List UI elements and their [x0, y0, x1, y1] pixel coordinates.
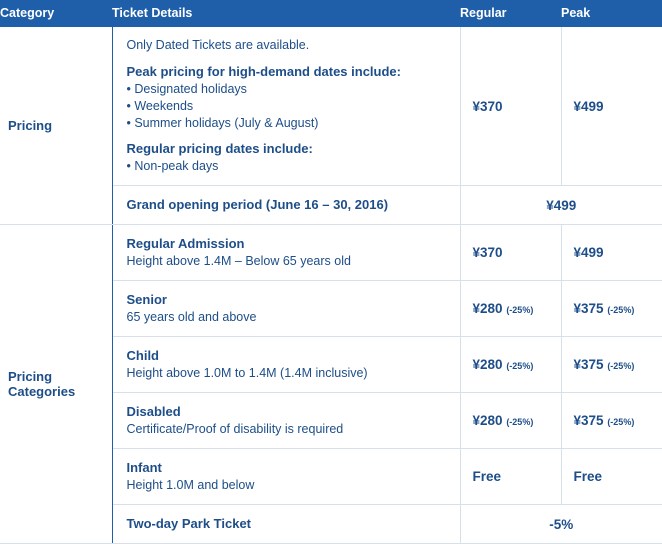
table-row-pricing	[0, 27, 662, 186]
category-subtitle: Height above 1.4M – Below 65 years old	[126, 254, 351, 268]
price-note: (-25%)	[506, 305, 534, 315]
peak-pricing-heading: Peak pricing for high-demand dates include:	[126, 64, 401, 79]
category-title: Senior	[126, 292, 167, 307]
grand-opening-price: ¥499	[460, 186, 662, 225]
price-note: (-25%)	[607, 361, 635, 371]
row-label-pricing: Pricing	[0, 27, 112, 225]
table-header-row	[0, 0, 662, 27]
category-details-cell	[112, 225, 460, 281]
grand-opening-label	[112, 186, 460, 225]
list-item: • Designated holidays	[126, 82, 247, 96]
category-peak-price	[561, 449, 662, 505]
category-peak-price	[561, 337, 662, 393]
price-value: ¥280	[472, 301, 503, 316]
price-value: ¥280	[472, 357, 503, 372]
list-item: • Non-peak days	[126, 159, 219, 173]
price-value: ¥375	[573, 357, 604, 372]
category-details-cell	[112, 449, 460, 505]
two-day-ticket-label: Two-day Park Ticket	[126, 516, 252, 531]
category-regular-price	[460, 393, 561, 449]
peak-pricing-bullets	[127, 81, 450, 132]
table-row-regular-admission	[0, 225, 662, 281]
column-header-category: Category	[0, 0, 112, 27]
regular-pricing-heading: Regular pricing dates include:	[126, 141, 313, 156]
two-day-ticket-label-cell	[112, 505, 460, 544]
list-item: • Weekends	[126, 99, 194, 113]
category-subtitle: Height above 1.0M to 1.4M (1.4M inclusive)	[126, 366, 368, 380]
category-title: Child	[126, 348, 159, 363]
price-value: Free	[573, 469, 603, 484]
two-day-ticket-discount: -5%	[460, 505, 662, 544]
category-title: Disabled	[126, 404, 181, 419]
category-peak-price	[561, 281, 662, 337]
pricing-details-cell	[112, 27, 460, 186]
category-details-cell	[112, 393, 460, 449]
category-regular-price	[460, 281, 561, 337]
pricing-peak-price: ¥499	[561, 27, 662, 186]
category-details-cell	[112, 337, 460, 393]
grand-opening-text: Grand opening period (June 16 – 30, 2016)	[126, 197, 389, 212]
price-note: (-25%)	[506, 417, 534, 427]
category-subtitle: Certificate/Proof of disability is required	[126, 422, 344, 436]
column-header-peak: Peak	[561, 0, 662, 27]
category-subtitle: Height 1.0M and below	[126, 478, 255, 492]
table-header	[0, 0, 662, 27]
column-header-regular: Regular	[460, 0, 561, 27]
price-value: ¥375	[573, 413, 604, 428]
regular-pricing-bullets	[127, 158, 450, 175]
category-peak-price	[561, 393, 662, 449]
category-title: Regular Admission	[126, 236, 245, 251]
price-note: (-25%)	[607, 305, 635, 315]
pricing-intro-text: Only Dated Tickets are available.	[126, 38, 310, 52]
table-body	[0, 27, 662, 544]
price-value: ¥280	[472, 413, 503, 428]
price-value: ¥375	[573, 301, 604, 316]
category-subtitle: 65 years old and above	[126, 310, 257, 324]
column-header-ticket-details: Ticket Details	[112, 0, 460, 27]
category-regular-price	[460, 337, 561, 393]
price-note: (-25%)	[607, 417, 635, 427]
pricing-regular-price: ¥370	[460, 27, 561, 186]
spacer	[127, 132, 450, 140]
list-item: • Summer holidays (July & August)	[126, 116, 319, 130]
category-regular-price	[460, 449, 561, 505]
category-regular-price	[460, 225, 561, 281]
price-value: ¥370	[472, 245, 503, 260]
price-value: ¥499	[573, 245, 604, 260]
price-note: (-25%)	[506, 361, 534, 371]
category-details-cell	[112, 281, 460, 337]
category-peak-price	[561, 225, 662, 281]
row-label-pricing-categories: Pricing Categories	[0, 225, 112, 544]
price-value: Free	[472, 469, 502, 484]
category-title: Infant	[126, 460, 162, 475]
